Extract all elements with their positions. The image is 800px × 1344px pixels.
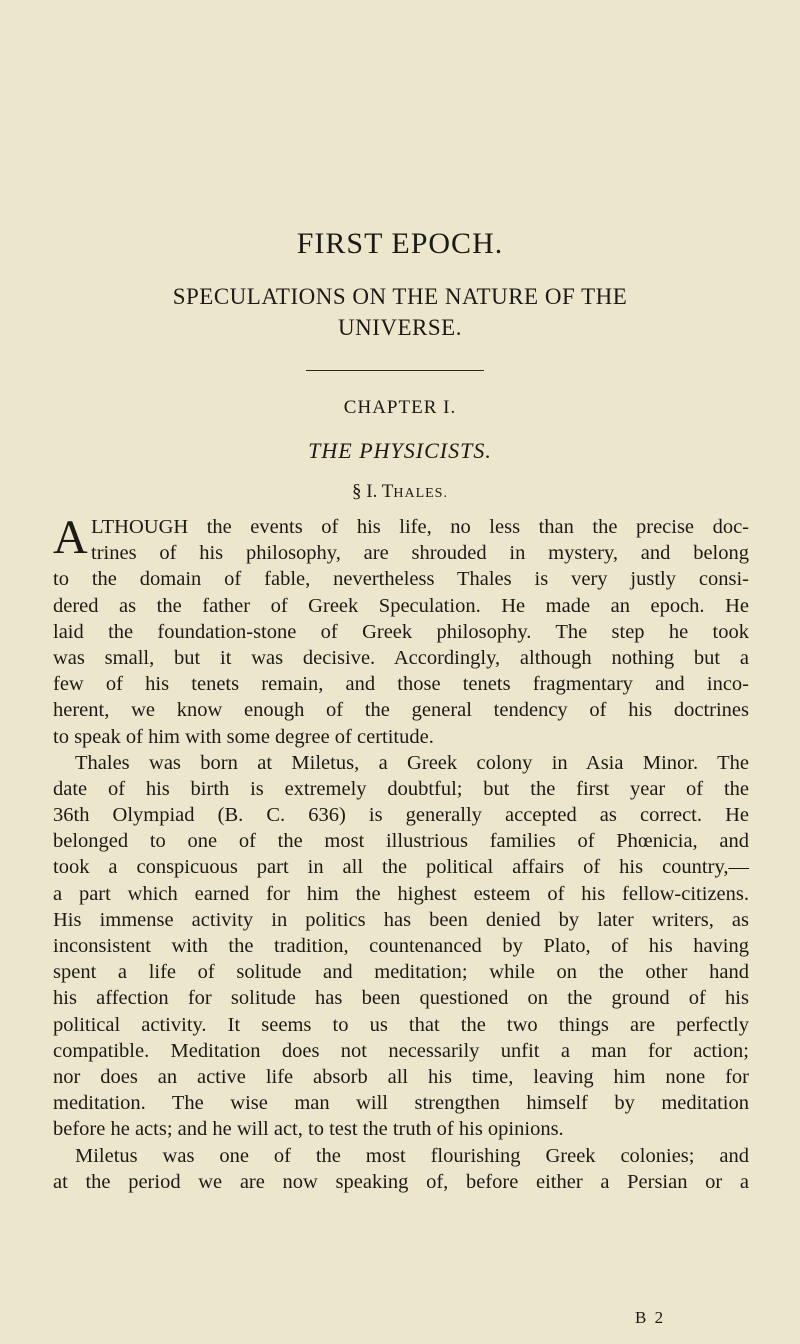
drop-cap: A — [53, 511, 88, 564]
epoch-title: FIRST EPOCH. — [296, 227, 504, 260]
text-line: nor does an active life absorb all his time, leaving him none for — [53, 1065, 749, 1088]
text-line: His immense activity in politics has been denied by later writers, as — [53, 908, 749, 931]
text-line: 36th Olympiad (B. C. 636) is generally accepted as correct. He — [53, 804, 749, 827]
text-line: at the period we are now speaking of, before either a Persian or a — [53, 1170, 749, 1193]
text-line: laid the foundation-stone of Greek philosophy. The step he took — [53, 620, 749, 643]
part-title-line-1: SPECULATIONS ON THE NATURE OF THE — [172, 284, 628, 309]
text-line: Thales was born at Miletus, a Greek colony in Asia Minor. The — [75, 751, 749, 774]
text-line: took a conspicuous part in all the political affairs of his country,— — [53, 856, 749, 879]
text-line: dered as the father of Greek Speculation. He made an epoch. He — [53, 594, 749, 617]
text-line: compatible. Meditation does not necessarily unfit a man for action; — [53, 1039, 749, 1062]
text-line: was small, but it was decisive. Accordingly, although nothing but a — [53, 646, 749, 669]
signature-mark: B 2 — [635, 1308, 666, 1327]
text-line: trines of his philosophy, are shrouded in mystery, and belong — [91, 542, 749, 565]
chapter-subtitle: THE PHYSICISTS. — [308, 438, 492, 463]
section-name-initial: T — [381, 481, 394, 502]
body-text — [53, 511, 749, 1195]
title-divider — [306, 370, 484, 371]
text-line: his affection for solitude has been questioned on the ground of his — [53, 987, 749, 1010]
part-title-line-2: UNIVERSE. — [338, 315, 462, 340]
section-number: § I. — [352, 481, 378, 502]
text-line-content: LTHOUGH the events of his life, no less than the precise doc- — [91, 516, 749, 538]
section-heading — [0, 481, 800, 503]
text-line: to the domain of fable, nevertheless Thales is very justly consi- — [53, 568, 749, 591]
text-line: herent, we know enough of the general tendency of his doctrines — [53, 699, 749, 722]
text-line: a part which earned for him the highest esteem of his fellow-citizens. — [53, 882, 749, 905]
text-line: political activity. It seems to us that the two things are perfectly — [53, 1013, 749, 1036]
section-name-rest: HALES. — [393, 486, 448, 501]
text-line: few of his tenets remain, and those tenets fragmentary and inco- — [53, 673, 749, 696]
text-line: belonged to one of the most illustrious families of Phœnicia, and — [53, 830, 749, 853]
text-line: date of his birth is extremely doubtful; but the first year of the — [53, 777, 749, 800]
chapter-label: CHAPTER I. — [343, 397, 457, 418]
text-line: inconsistent with the tradition, countenanced by Plato, of his having — [53, 935, 749, 957]
text-line: spent a life of solitude and meditation; while on the other hand — [53, 961, 749, 984]
part-title — [0, 281, 800, 343]
text-line: to speak of him with some degree of certitude. — [53, 725, 434, 748]
text-line: Miletus was one of the most flourishing Greek colonies; and — [75, 1144, 749, 1167]
text-line: meditation. The wise man will strengthen himself by meditation — [53, 1092, 749, 1115]
text-line: before he acts; and he will act, to test the truth of his opinions. — [53, 1118, 564, 1141]
